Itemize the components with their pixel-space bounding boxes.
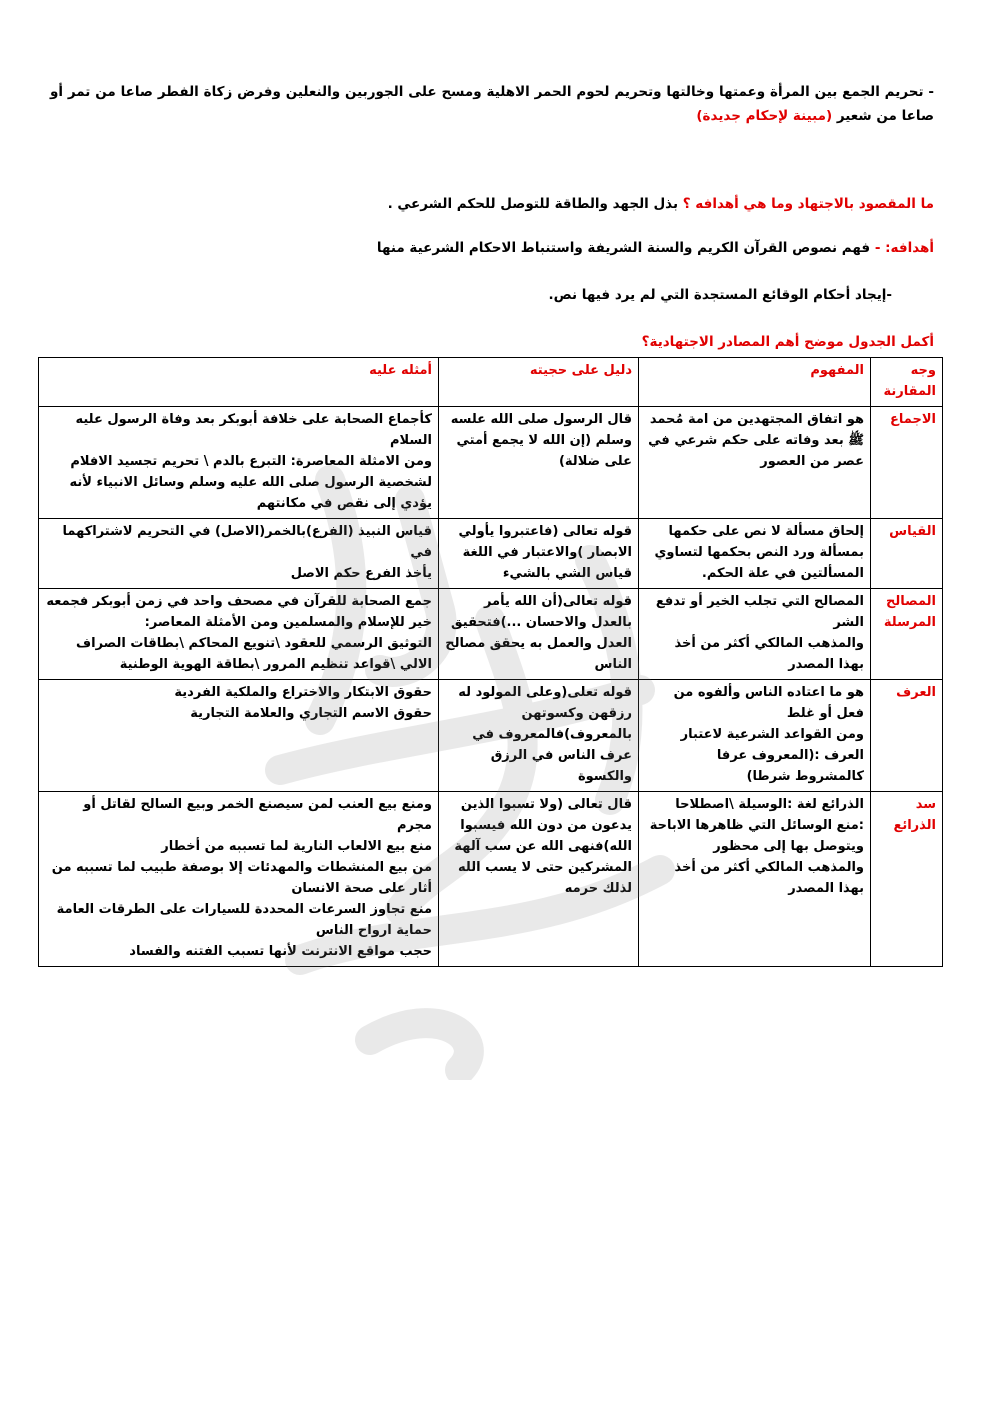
example-line: قياس النبيذ (الفرع)بالخمر(الاصل) في التحريم لاشتراكهما في	[62, 524, 432, 560]
watermark-stroke	[370, 1023, 469, 1070]
concept-line: إلحاق مسألة لا نص على حكمها بمسألة ورد النص بحكمها لتساوي المسألتين في علة الحكم.	[654, 524, 864, 581]
intro-highlight: (مبينة لإحكام جديدة)	[696, 108, 833, 124]
table-heading: أكمل الجدول موضح أهم المصادر الاجتهادية؟	[641, 334, 934, 350]
header-concept: المفهوم	[639, 358, 871, 407]
goals-line-1	[50, 236, 934, 260]
question-answer: بذل الجهد والطاقة للتوصل للحكم الشرعي .	[387, 196, 679, 212]
row-category: المصالح المرسلة	[871, 589, 943, 680]
question-label: ما المقصود بالاجتهاد وما هي أهدافه ؟	[682, 196, 934, 212]
concept-line: ومن القواعد الشرعية لاعتبار العرف :(المعروف عرفا كالمشروط شرطا)	[680, 727, 864, 784]
row-category: سد الذرائع	[871, 792, 943, 967]
table-header-row	[39, 358, 943, 407]
goals-label: أهدافه: -	[874, 240, 934, 256]
row-examples	[39, 519, 439, 589]
row-concept	[639, 680, 871, 792]
row-evidence	[439, 792, 639, 967]
row-examples	[39, 589, 439, 680]
row-concept	[639, 519, 871, 589]
example-line: منع تجاوز السرعات المحددة للسيارات على الطرقات العامة حماية ارواح الناس	[56, 902, 432, 938]
table-row	[39, 589, 943, 680]
row-evidence	[439, 407, 639, 519]
example-line: جمع الصحابة للقرآن في مصحف واحد في زمن أبوبكر فجمعه خير للإسلام والمسلمين ومن الأمثلة المعاصر:	[46, 594, 432, 630]
row-examples	[39, 680, 439, 792]
row-examples	[39, 407, 439, 519]
example-line: حجب مواقع الانترنت لأنها تسبب الفتنه والفساد	[129, 944, 432, 959]
row-concept	[639, 589, 871, 680]
example-line: التوثيق الرسمي للعقود \تنويع المحاكم \بطاقات الصراف الالي \قواعد تنظيم المرور \بطاقة الهوية الوطنية	[76, 636, 432, 672]
header-examples: أمثله عليه	[39, 358, 439, 407]
example-line: كأجماع الصحابة على خلافة أبوبكر بعد وفاة الرسول عليه السلام	[75, 412, 432, 448]
concept-line: المصالح التي تجلب الخير أو تدفع الشر	[655, 594, 864, 630]
table-row	[39, 407, 943, 519]
example-line: منع بيع الالعاب النارية لما تسببه من أخطار	[161, 839, 432, 854]
evidence-line: قال الرسول صلى الله علسه وسلم (إن الله لا يجمع أمتي على ضلالة)	[450, 412, 632, 469]
evidence-line: قوله تعالى(أن الله يأمر بالعدل والاحسان ...)فتحقيق العدل والعمل به يحقق مصالح الناس	[445, 594, 632, 672]
evidence-line: قوله تعلى(وعلى المولود له رزقهن وكسوتهن بالمعروف)فالمعروف في عرف الناس في الرزق والكسوة	[458, 685, 632, 784]
row-evidence	[439, 589, 639, 680]
example-line: حقوق الابتكار والاختراع والملكية الفردية	[174, 685, 432, 700]
header-comparison: وجه المقارنة	[871, 358, 943, 407]
example-line: من بيع المنشطات والمهدئات إلا بوصفة طبيب لما تسببه من أثار على صحة الانسان	[51, 860, 432, 896]
intro-text: - تحريم الجمع بين المرأة وعمتها وخالتها وتحريم لحوم الحمر الاهلية ومسح على الجوربين والنعلين وفرض زكاة الفطر صاعا من تمر أو صاعا من شعير	[50, 84, 934, 124]
evidence-line: قوله تعالى (فاعتبروا يأولي الابصار )والاعتبار في اللغة قياس الشي بالشيء	[458, 524, 632, 581]
goal-item-2: -إيجاد أحكام الوقائع المستجدة التي لم يرد فيها نص.	[548, 287, 892, 303]
example-line: ومن الامثلة المعاصرة: التبرع بالدم \ تحريم تجسيد الافلام لشخصية الرسول صلى الله عليه وسلم وسائل الانبياء لأنه يؤدي إلى نقص في مكانتهم	[69, 454, 432, 511]
example-line: ومنع بيع العنب لمن سيصنع الخمر وبيع السالح لقاتل أو مجرم	[83, 797, 432, 833]
evidence-line: قال تعالى (ولا تسبوا الذين يدعون من دون الله فيسبوا الله)فنهى الله عن سب آلهة المشركين حتى لا يسب الله لذلك حرمه	[454, 797, 632, 896]
concept-line: والمذهب المالكي أكثر من أخذ بهذا المصدر	[674, 636, 864, 672]
row-category: العرف	[871, 680, 943, 792]
row-evidence	[439, 519, 639, 589]
example-line: حقوق الاسم التجاري والعلامة التجارية	[190, 706, 432, 721]
row-examples	[39, 792, 439, 967]
table-row	[39, 680, 943, 792]
table-row	[39, 792, 943, 967]
ijtihad-question	[50, 192, 934, 216]
concept-line: هو ما اعتاده الناس وألفوه من فعل أو غلط	[673, 685, 864, 721]
header-evidence: دليل على حجيته	[439, 358, 639, 407]
row-category: الاجماع	[871, 407, 943, 519]
row-concept	[639, 407, 871, 519]
intro-paragraph	[50, 80, 934, 128]
concept-line: والمذهب المالكي أكثر من أخذ بهذا المصدر	[674, 860, 864, 896]
ijtihad-sources-table	[38, 357, 943, 967]
goal-item-1: فهم نصوص القرآن الكريم والسنة الشريفة واستنباط الاحكام الشرعية منها	[376, 240, 871, 256]
concept-line: هو اتفاق المجتهدين من امة مُحمد ﷺ بعد وفاته على حكم شرعي في عصر من العصور	[648, 412, 864, 469]
goals-line-2	[50, 283, 892, 307]
example-line: يأخذ الفرع حكم الاصل	[290, 566, 432, 581]
row-evidence	[439, 680, 639, 792]
row-concept	[639, 792, 871, 967]
row-category: القياس	[871, 519, 943, 589]
concept-line: الذرائع لغة :الوسيلة \اصطلاحا :منع الوسائل التي ظاهرها الاباحة ويتوصل بها إلى محظور	[649, 797, 864, 854]
table-row	[39, 519, 943, 589]
